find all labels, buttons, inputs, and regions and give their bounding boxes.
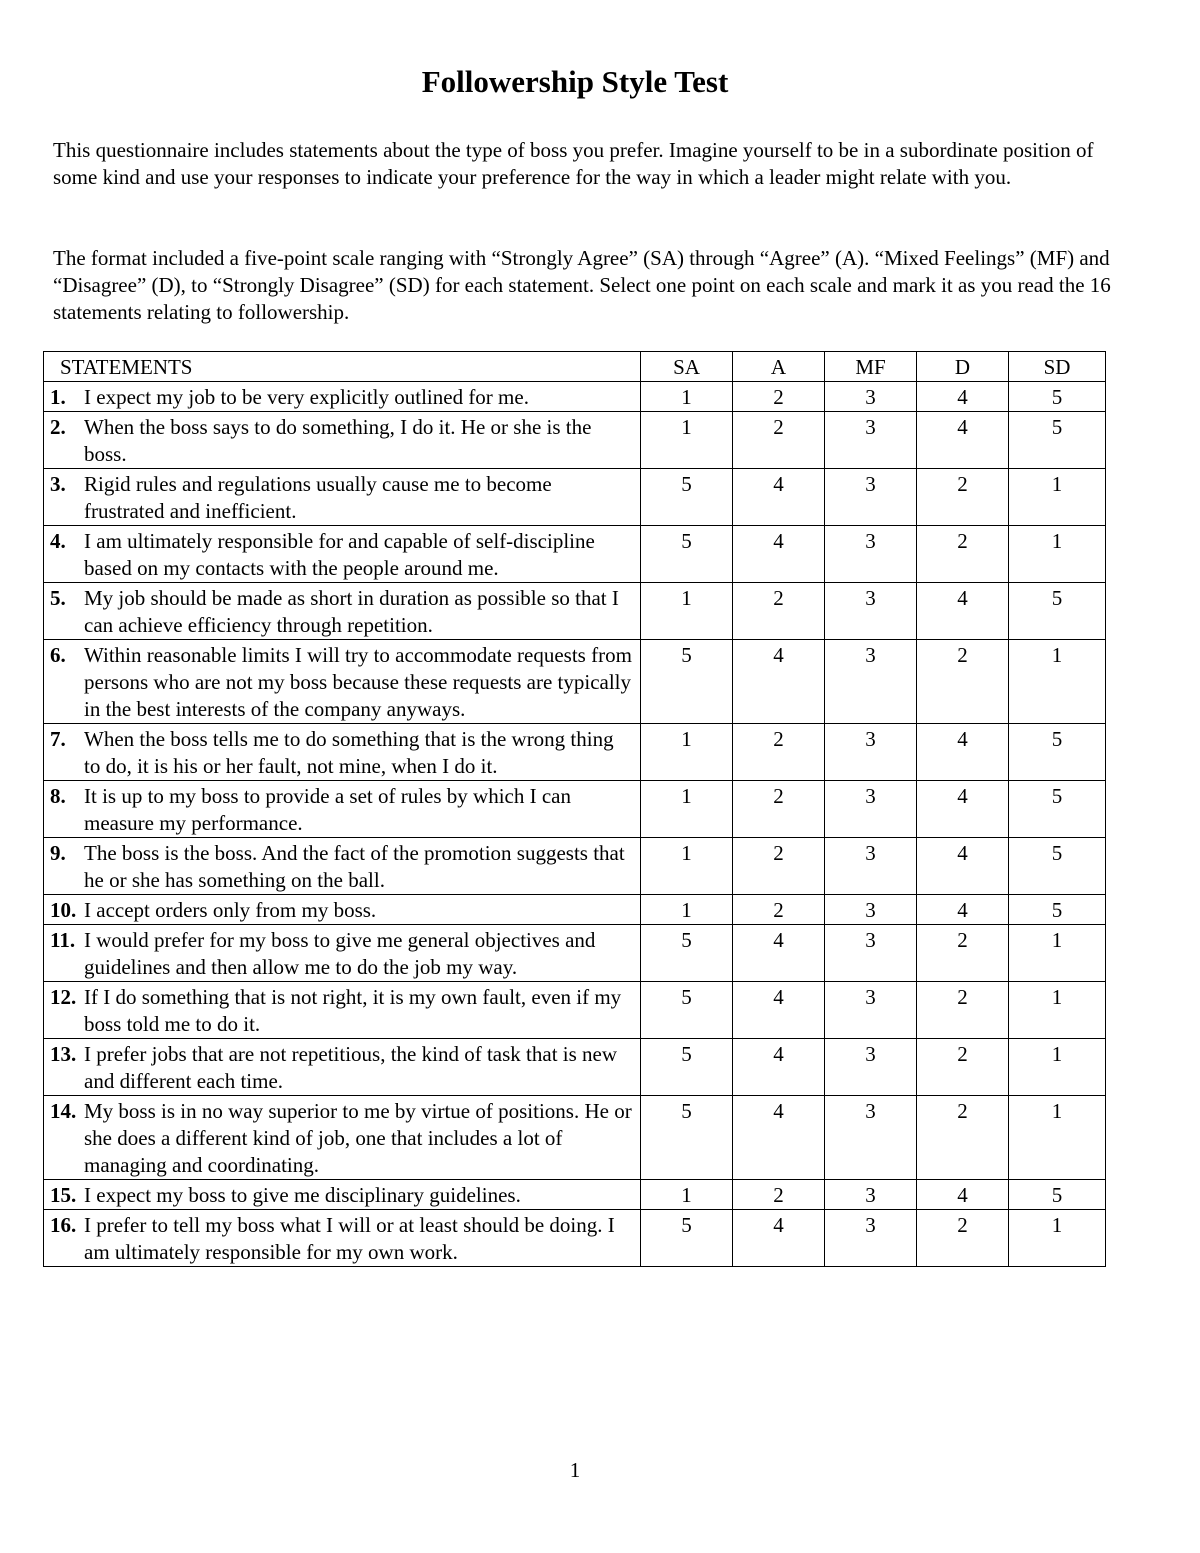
score-sa[interactable]: 5 (641, 1210, 733, 1267)
statement-number: 7. (50, 727, 66, 751)
statement-cell (44, 724, 641, 781)
score-mf[interactable]: 3 (825, 1096, 917, 1180)
statement-cell (44, 526, 641, 583)
statement-cell (44, 1039, 641, 1096)
statement-number: 12. (50, 985, 77, 1009)
statement-cell (44, 838, 641, 895)
score-a[interactable]: 2 (733, 583, 825, 640)
score-a[interactable]: 2 (733, 724, 825, 781)
table-row (44, 925, 1106, 982)
score-sd[interactable]: 5 (1009, 583, 1106, 640)
score-mf[interactable]: 3 (825, 724, 917, 781)
statement-text: When the boss says to do something, I do it. He or she is the boss. (84, 415, 592, 466)
score-a[interactable]: 4 (733, 640, 825, 724)
score-a[interactable]: 4 (733, 982, 825, 1039)
table-row (44, 982, 1106, 1039)
instructions-paragraph: The format included a five-point scale ranging with “Strongly Agree” (SA) through “Agree” (A). “Mixed Feelings” (MF) and “Disagree” (D), to “Strongly Disagree” (SD) for each statement. Select one point on each scale and mark it as you read the 16 statements relating to followership. (53, 246, 1111, 324)
score-sd[interactable]: 5 (1009, 382, 1106, 412)
score-sa[interactable]: 5 (641, 1039, 733, 1096)
statement-text: My job should be made as short in duration as possible so that I can achieve efficiency through repetition. (84, 586, 619, 637)
score-sa[interactable]: 5 (641, 1096, 733, 1180)
score-a[interactable]: 2 (733, 412, 825, 469)
score-sa[interactable]: 1 (641, 838, 733, 895)
score-sd[interactable]: 1 (1009, 1096, 1106, 1180)
score-mf[interactable]: 3 (825, 838, 917, 895)
statement-number: 14. (50, 1099, 77, 1123)
score-a[interactable]: 4 (733, 526, 825, 583)
score-a[interactable]: 2 (733, 838, 825, 895)
table-row (44, 838, 1106, 895)
header-d: D (917, 352, 1009, 382)
score-sd[interactable]: 1 (1009, 982, 1106, 1039)
statement-number: 8. (50, 784, 66, 808)
score-mf[interactable]: 3 (825, 982, 917, 1039)
score-sa[interactable]: 5 (641, 925, 733, 982)
statement-text: I would prefer for my boss to give me general objectives and guidelines and then allow me to do the job my way. (84, 928, 596, 979)
score-d[interactable]: 2 (917, 640, 1009, 724)
intro-paragraph: This questionnaire includes statements about the type of boss you prefer. Imagine yourself to be in a subordinate position of some kind and use your responses to indicate your preference for the way in which a leader might relate with you. (53, 138, 1094, 189)
statement-cell (44, 895, 641, 925)
statement-number: 6. (50, 643, 66, 667)
score-d[interactable]: 2 (917, 982, 1009, 1039)
statement-cell (44, 583, 641, 640)
score-d[interactable]: 4 (917, 583, 1009, 640)
statement-cell (44, 925, 641, 982)
statement-text: I accept orders only from my boss. (84, 898, 377, 922)
statement-cell (44, 1180, 641, 1210)
statement-number: 3. (50, 472, 66, 496)
score-sd[interactable]: 1 (1009, 469, 1106, 526)
score-a[interactable]: 2 (733, 1180, 825, 1210)
score-d[interactable]: 4 (917, 724, 1009, 781)
score-sd[interactable]: 5 (1009, 838, 1106, 895)
statement-number: 10. (50, 898, 77, 922)
score-sa[interactable]: 5 (641, 526, 733, 583)
statement-number: 16. (50, 1213, 77, 1237)
statement-text: When the boss tells me to do something that is the wrong thing to do, it is his or her fault, not mine, when I do it. (84, 727, 614, 778)
score-mf[interactable]: 3 (825, 1180, 917, 1210)
statement-text: I am ultimately responsible for and capable of self-discipline based on my contacts with the people around me. (84, 529, 595, 580)
statement-cell (44, 1096, 641, 1180)
score-mf[interactable]: 3 (825, 781, 917, 838)
statement-text: My boss is in no way superior to me by virtue of positions. He or she does a different kind of job, one that includes a lot of managing and coordinating. (84, 1099, 632, 1177)
table-row (44, 583, 1106, 640)
header-mf: MF (825, 352, 917, 382)
statement-cell (44, 982, 641, 1039)
table-row (44, 1039, 1106, 1096)
statement-cell (44, 781, 641, 838)
table-row (44, 469, 1106, 526)
score-mf[interactable]: 3 (825, 895, 917, 925)
header-a: A (733, 352, 825, 382)
score-d[interactable]: 4 (917, 838, 1009, 895)
statement-number: 13. (50, 1042, 77, 1066)
statement-text: If I do something that is not right, it is my own fault, even if my boss told me to do it. (84, 985, 622, 1036)
table-header-row (44, 352, 1106, 382)
table-row (44, 412, 1106, 469)
table-row (44, 382, 1106, 412)
score-sa[interactable]: 1 (641, 583, 733, 640)
statement-number: 5. (50, 586, 66, 610)
score-sd[interactable]: 5 (1009, 1180, 1106, 1210)
score-d[interactable]: 2 (917, 469, 1009, 526)
score-sa[interactable]: 1 (641, 1180, 733, 1210)
table-row (44, 1180, 1106, 1210)
score-mf[interactable]: 3 (825, 526, 917, 583)
score-d[interactable]: 2 (917, 1039, 1009, 1096)
statement-number: 15. (50, 1183, 77, 1207)
score-sd[interactable]: 1 (1009, 526, 1106, 583)
score-sd[interactable]: 1 (1009, 640, 1106, 724)
statement-text: Within reasonable limits I will try to accommodate requests from persons who are not my boss because these requests are typically in the best interests of the company anyways. (84, 643, 632, 721)
score-d[interactable]: 4 (917, 412, 1009, 469)
score-d[interactable]: 4 (917, 781, 1009, 838)
score-sd[interactable]: 5 (1009, 724, 1106, 781)
statement-cell (44, 382, 641, 412)
statement-text: Rigid rules and regulations usually cause me to become frustrated and inefficient. (84, 472, 552, 523)
score-sd[interactable]: 1 (1009, 1039, 1106, 1096)
score-a[interactable]: 2 (733, 895, 825, 925)
statement-number: 11. (50, 928, 76, 952)
table-row (44, 724, 1106, 781)
statement-text: I expect my boss to give me disciplinary guidelines. (84, 1183, 521, 1207)
score-sa[interactable]: 1 (641, 382, 733, 412)
score-a[interactable]: 4 (733, 469, 825, 526)
score-mf[interactable]: 3 (825, 382, 917, 412)
score-mf[interactable]: 3 (825, 925, 917, 982)
statement-cell (44, 1210, 641, 1267)
table-row (44, 640, 1106, 724)
page-number: 1 (569, 1458, 581, 1482)
table-row (44, 1210, 1106, 1267)
table-row (44, 1096, 1106, 1180)
statement-text: I prefer jobs that are not repetitious, the kind of task that is new and different each time. (84, 1042, 618, 1093)
score-a[interactable]: 4 (733, 1096, 825, 1180)
score-sd[interactable]: 5 (1009, 895, 1106, 925)
score-mf[interactable]: 3 (825, 1039, 917, 1096)
statement-text: It is up to my boss to provide a set of rules by which I can measure my performance. (84, 784, 571, 835)
score-mf[interactable]: 3 (825, 640, 917, 724)
score-d[interactable]: 2 (917, 1210, 1009, 1267)
statement-number: 1. (50, 385, 66, 409)
statement-number: 4. (50, 529, 66, 553)
score-sa[interactable]: 1 (641, 724, 733, 781)
score-sd[interactable]: 5 (1009, 412, 1106, 469)
score-d[interactable]: 2 (917, 925, 1009, 982)
statement-cell (44, 640, 641, 724)
statement-cell (44, 412, 641, 469)
score-a[interactable]: 4 (733, 1039, 825, 1096)
header-statements: STATEMENTS (44, 352, 641, 382)
table-row (44, 526, 1106, 583)
statement-text: I expect my job to be very explicitly outlined for me. (84, 385, 529, 409)
statement-text: I prefer to tell my boss what I will or at least should be doing. I am ultimately responsible for my own work. (84, 1213, 615, 1264)
score-sa[interactable]: 5 (641, 982, 733, 1039)
statement-cell (44, 469, 641, 526)
page-title: Followership Style Test (421, 64, 729, 99)
header-sd: SD (1009, 352, 1106, 382)
table-row (44, 895, 1106, 925)
statements-table (43, 351, 1106, 1267)
score-sd[interactable]: 1 (1009, 925, 1106, 982)
score-sa[interactable]: 1 (641, 781, 733, 838)
header-sa: SA (641, 352, 733, 382)
score-sd[interactable]: 5 (1009, 781, 1106, 838)
score-mf[interactable]: 3 (825, 1210, 917, 1267)
score-mf[interactable]: 3 (825, 583, 917, 640)
score-d[interactable]: 2 (917, 526, 1009, 583)
score-sd[interactable]: 1 (1009, 1210, 1106, 1267)
score-sa[interactable]: 1 (641, 895, 733, 925)
statement-number: 2. (50, 415, 66, 439)
score-sa[interactable]: 1 (641, 412, 733, 469)
score-d[interactable]: 4 (917, 1180, 1009, 1210)
score-d[interactable]: 2 (917, 1096, 1009, 1180)
score-a[interactable]: 4 (733, 925, 825, 982)
statement-number: 9. (50, 841, 66, 865)
score-d[interactable]: 4 (917, 382, 1009, 412)
score-d[interactable]: 4 (917, 895, 1009, 925)
score-mf[interactable]: 3 (825, 469, 917, 526)
score-mf[interactable]: 3 (825, 412, 917, 469)
statement-text: The boss is the boss. And the fact of the promotion suggests that he or she has something on the ball. (84, 841, 625, 892)
table-row (44, 781, 1106, 838)
score-sa[interactable]: 5 (641, 640, 733, 724)
score-a[interactable]: 2 (733, 781, 825, 838)
score-sa[interactable]: 5 (641, 469, 733, 526)
score-a[interactable]: 2 (733, 382, 825, 412)
score-a[interactable]: 4 (733, 1210, 825, 1267)
